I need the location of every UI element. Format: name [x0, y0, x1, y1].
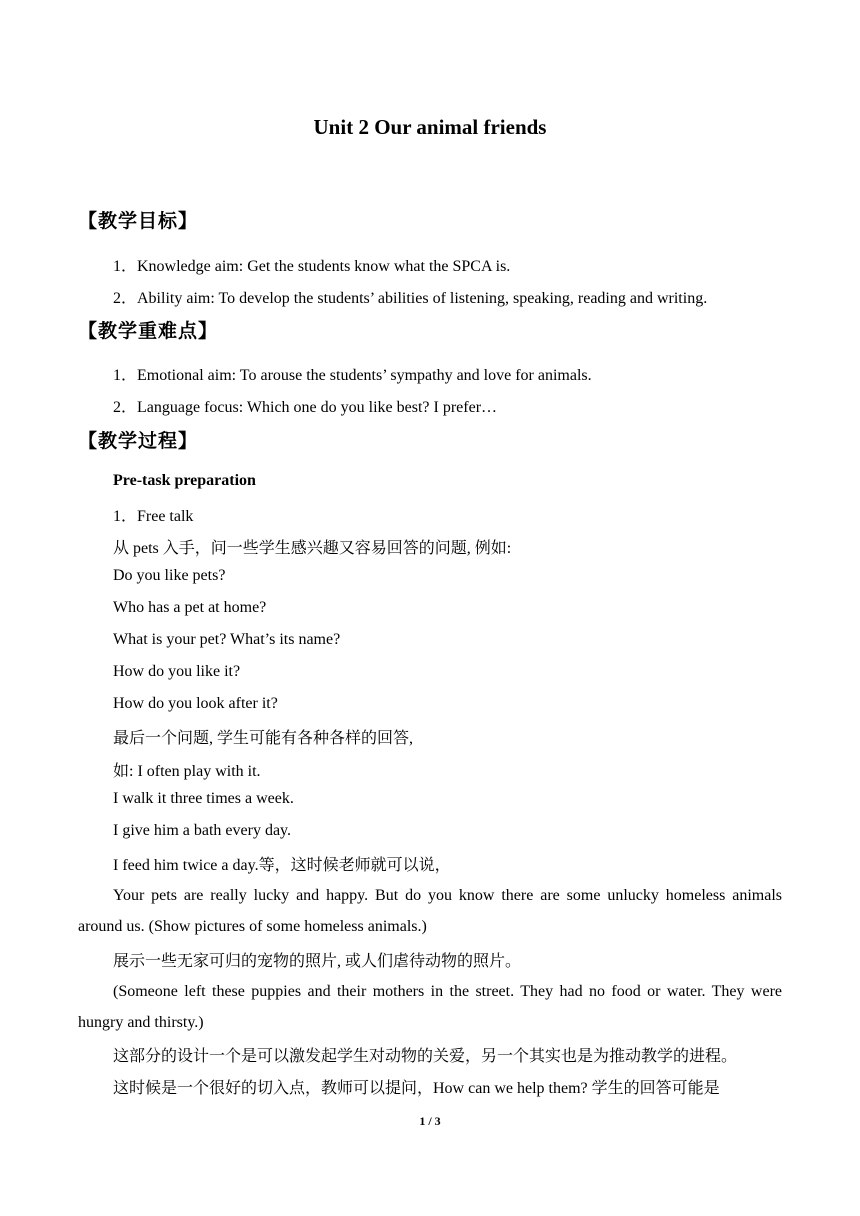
process-line: How do you like it? — [113, 663, 241, 680]
heading-key-points: 【教学重难点】 — [78, 320, 219, 342]
process-line: 展示一些无家可归的宠物的照片, 或人们虐待动物的照片。 — [113, 953, 522, 970]
heading-process: 【教学过程】 — [78, 430, 199, 452]
process-line: 这时候是一个很好的切入点，教师可以提问，How can we help them? 学生的回答可能是 — [113, 1080, 720, 1097]
process-line: 1．Free talk — [113, 508, 194, 525]
process-line: What is your pet? What’s its name? — [113, 631, 341, 648]
objective-item: 2．Ability aim: To develop the students’ abilities of listening, speaking, reading and writing. — [113, 290, 708, 307]
paragraph: (Someone left these puppies and their mothers in the street. They had no food or water. They were hungry and thirsty.) — [78, 983, 782, 1031]
key-point-item: 1．Emotional aim: To arouse the students’ sympathy and love for animals. — [113, 367, 592, 384]
paragraph: Your pets are really lucky and happy. But do you know there are some unlucky homeless animals around us. (Show pictures of some homeless animals.) — [78, 887, 782, 935]
process-line: 如: I often play with it. — [113, 763, 261, 780]
process-line: I walk it three times a week. — [113, 790, 294, 807]
page-title: Unit 2 Our animal friends — [313, 115, 547, 139]
section-title: Pre-task preparation — [113, 472, 256, 489]
process-line: 最后一个问题, 学生可能有各种各样的回答, — [113, 730, 414, 747]
process-line: Do you like pets? — [113, 567, 226, 584]
process-line: 这部分的设计一个是可以激发起学生对动物的关爱，另一个其实也是为推动教学的进程。 — [113, 1048, 738, 1065]
page-number: 1 / 3 — [419, 1114, 441, 1128]
process-line: How do you look after it? — [113, 695, 278, 712]
process-line: 从 pets 入手，问一些学生感兴趣又容易回答的问题, 例如: — [113, 540, 512, 557]
key-point-item: 2．Language focus: Which one do you like best? I prefer… — [113, 399, 498, 416]
process-line: Who has a pet at home? — [113, 599, 267, 616]
heading-objectives: 【教学目标】 — [78, 210, 199, 232]
process-line: I feed him twice a day.等，这时候老师就可以说， — [113, 857, 451, 874]
objective-item: 1．Knowledge aim: Get the students know what the SPCA is. — [113, 258, 511, 275]
process-line: I give him a bath every day. — [113, 822, 292, 839]
